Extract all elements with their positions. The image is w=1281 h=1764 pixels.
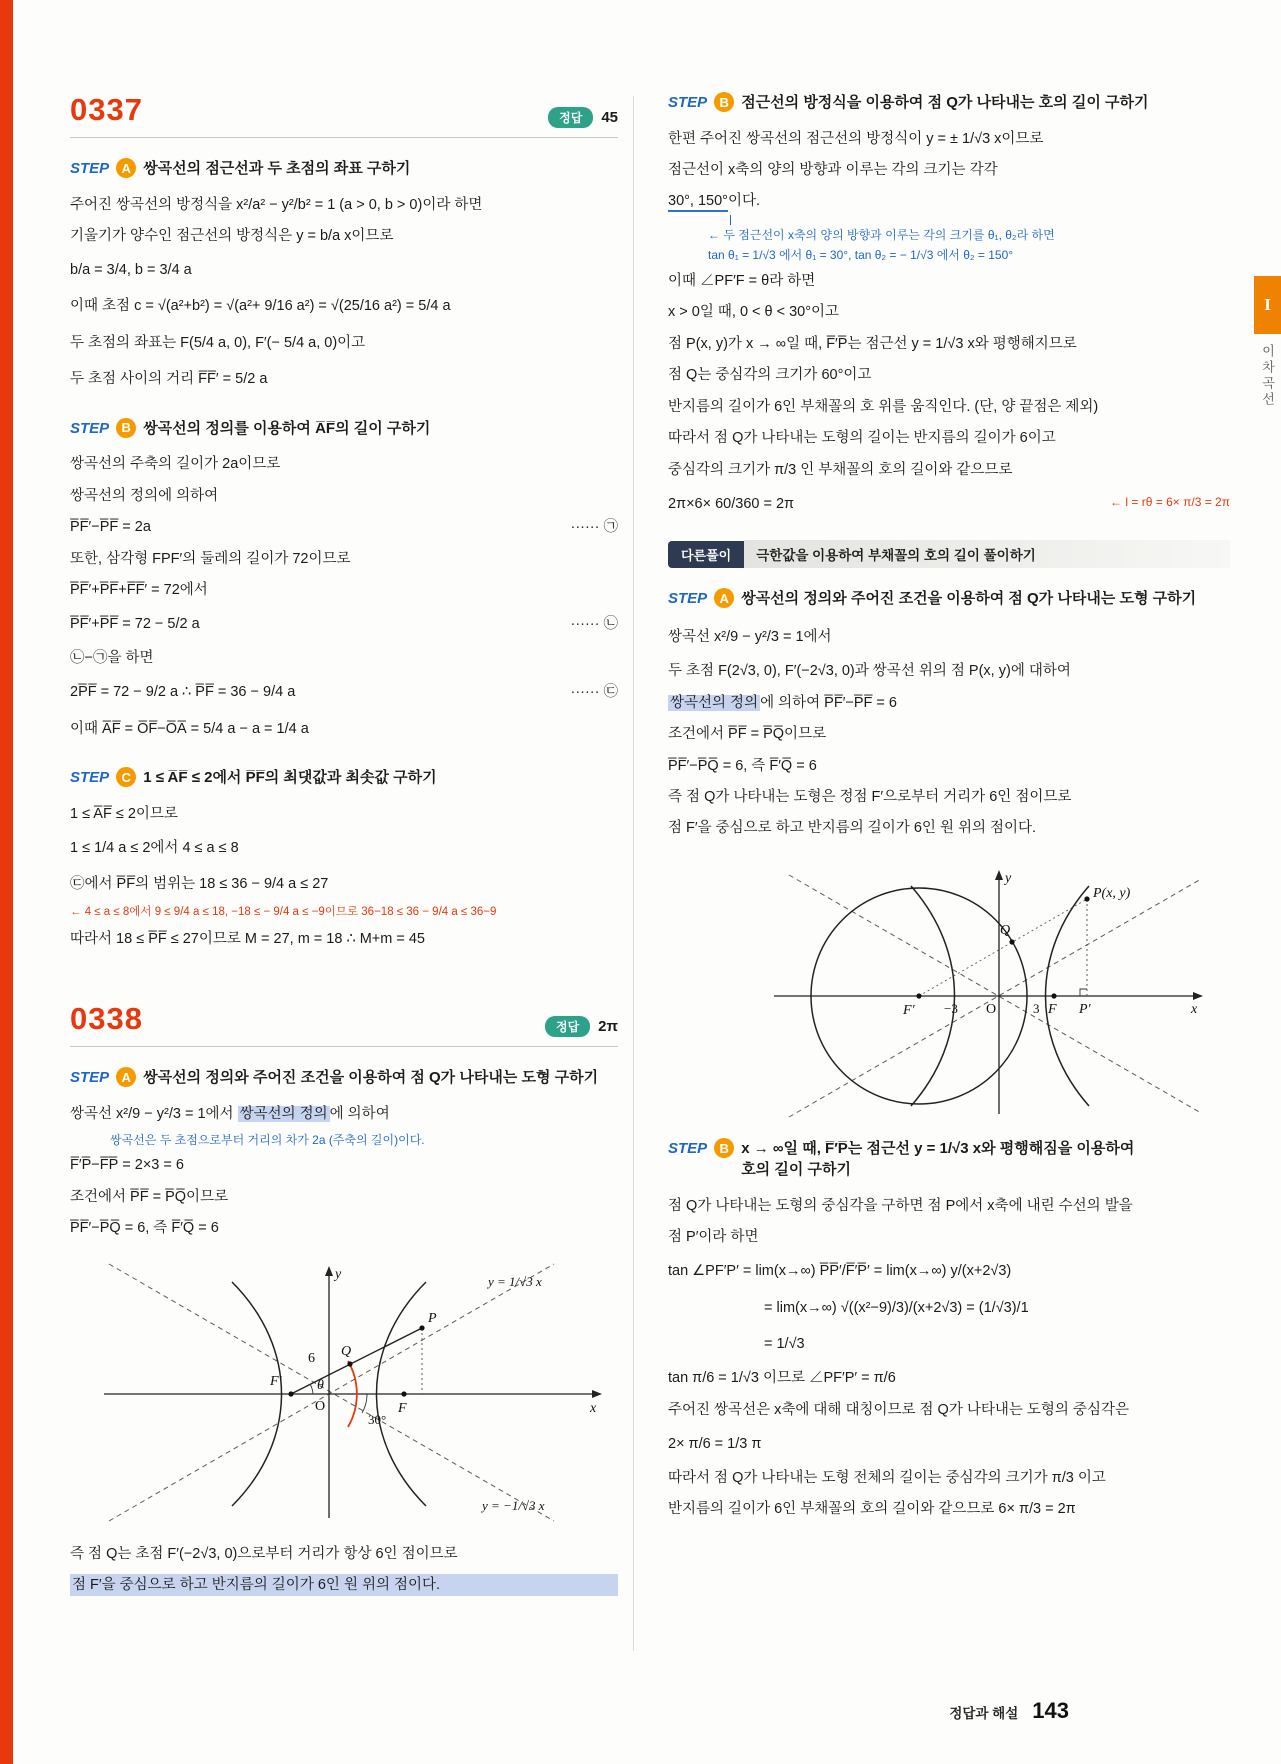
step-title: 쌍곡선의 정의를 이용하여 A̅F̅의 길이 구하기 bbox=[143, 419, 431, 437]
text-line: 주어진 쌍곡선의 방정식을 x²/a² − y²/b² = 1 (a > 0, b > 0)이라 하면 bbox=[70, 196, 483, 213]
step-c-header bbox=[70, 767, 618, 788]
step-label: STEP bbox=[668, 590, 708, 608]
step-label: STEP bbox=[70, 769, 110, 787]
right-angle-mark bbox=[1080, 989, 1087, 996]
equation-line: 두 초점 사이의 거리 F̅F̅′ = 5/2 a bbox=[70, 371, 268, 388]
label-q: Q bbox=[341, 1344, 352, 1360]
chapter-tab: I bbox=[1254, 276, 1281, 334]
point-f-prime bbox=[288, 1391, 293, 1396]
x-axis-arrow bbox=[1193, 992, 1203, 1000]
label-p: P(x, y) bbox=[1093, 886, 1131, 902]
step-b-header bbox=[668, 92, 1230, 113]
alternate-solution-bar bbox=[668, 540, 1230, 568]
equation-line: 2P̅F̅ = 72 − 9/2 a ∴ P̅F̅ = 36 − 9/4 a ······ ㉢ bbox=[70, 684, 618, 701]
label-q: Q bbox=[1000, 923, 1011, 939]
point-q bbox=[1009, 940, 1014, 945]
equation-line: = lim(x→∞) √((x²−9)/3)/(x+2√3) = (1/√3)/1 bbox=[764, 1299, 1029, 1316]
asymptote-line bbox=[789, 879, 1201, 1117]
label-origin: O bbox=[986, 1002, 997, 1018]
page-content bbox=[70, 92, 1230, 1601]
text-line: 즉 점 Q가 나타내는 도형은 정점 F′으로부터 거리가 6인 점이므로 bbox=[668, 789, 1072, 805]
text-line: 중심각의 크기가 π/3 인 부채꼴의 호의 길이와 같으므로 bbox=[668, 461, 1013, 478]
text-line: 즉 점 Q는 초점 F′(−2√3, 0)으로부터 거리가 항상 6인 점이므로 bbox=[70, 1545, 458, 1562]
footer-label: 정답과 해설 bbox=[949, 1706, 1019, 1721]
footer-page-number: 143 bbox=[1032, 1698, 1069, 1723]
step-label: STEP bbox=[70, 1069, 110, 1087]
text-line: 점근선이 x축의 양의 방향과 이루는 각의 크기는 각각 bbox=[668, 161, 998, 178]
label-f: F bbox=[1048, 1002, 1057, 1018]
point-f bbox=[1051, 994, 1056, 999]
text-line: 조건에서 P̅F̅ = P̅Q̅이므로 bbox=[70, 1188, 229, 1205]
text-line: 1 ≤ A̅F̅ ≤ 2이므로 bbox=[70, 805, 178, 822]
step-a-header bbox=[70, 158, 618, 179]
problem-number: 0338 bbox=[70, 1001, 143, 1037]
text-line: 반지름의 길이가 6인 부채꼴의 호 위를 움직인다. (단, 양 끝점은 제외) bbox=[668, 398, 1099, 415]
text-line: ㉡−㉠을 하면 bbox=[70, 650, 154, 667]
step-a-header bbox=[70, 1067, 618, 1088]
label-minus-3: −3 bbox=[944, 1001, 958, 1017]
step-letter-icon: A bbox=[116, 1067, 136, 1087]
step-title: 1 ≤ A̅F̅ ≤ 2에서 P̅F̅의 최댓값과 최솟값 구하기 bbox=[143, 769, 437, 787]
equation-line: = 1/√3 bbox=[764, 1336, 805, 1353]
label-f-prime: F′ bbox=[270, 1374, 282, 1390]
text-line: 점 P(x, y)가 x → ∞일 때, F̅′P̅는 점근선 y = 1/√3 x와 평행해지므로 bbox=[668, 335, 1077, 352]
text-line: 기울기가 양수인 점근선의 방정식은 y = b/a x이므로 bbox=[70, 227, 394, 244]
alternate-solution-title: 극한값을 이용하여 부채꼴의 호의 길이 풀이하기 bbox=[744, 540, 1230, 568]
underlined-angles: 30°, 150° bbox=[668, 193, 728, 212]
equation-line: tan ∠PF′P′ = lim(x→∞) P̅P̅′/F̅′P̅′ = lim(x→∞) y/(x+2√3) bbox=[668, 1263, 1012, 1280]
label-p-prime: P′ bbox=[1079, 1002, 1091, 1018]
equation-line: 이때 A̅F̅ = O̅F̅−O̅A̅ = 5/4 a − a = 1/4 a bbox=[70, 720, 309, 737]
alt-step-b-header bbox=[668, 1138, 1230, 1180]
step-title: 점근선의 방정식을 이용하여 점 Q가 나타내는 호의 길이 구하기 bbox=[741, 94, 1149, 111]
step-letter-icon: B bbox=[714, 92, 734, 112]
point-f-prime bbox=[916, 994, 921, 999]
label-asymptote-pos: y = 1/√3 x bbox=[488, 1274, 542, 1290]
page-edge-strip bbox=[0, 0, 13, 1764]
text-line: 쌍곡선 x²/9 − y²/3 = 1에서 쌍곡선의 정의 에 의하여 bbox=[70, 1105, 390, 1122]
text-line: 쌍곡선의 주축의 길이가 2a이므로 bbox=[70, 456, 281, 473]
text-line: 점 Q는 중심각의 크기가 60°이고 bbox=[668, 367, 872, 384]
equation-line: P̅F̅′−P̅F̅ = 2a ······ ㉠ bbox=[70, 519, 618, 536]
problem-number: 0337 bbox=[70, 92, 143, 127]
label-f: F bbox=[398, 1401, 407, 1417]
text-line: 따라서 점 Q가 나타내는 도형의 길이는 반지름의 길이가 6이고 bbox=[668, 430, 1056, 447]
step-letter-icon: A bbox=[116, 158, 136, 178]
answer-badge: 정답 bbox=[545, 1016, 590, 1037]
text-line: 주어진 쌍곡선은 x축에 대해 대칭이므로 점 Q가 나타내는 도형의 중심각은 bbox=[668, 1401, 1129, 1418]
figure-2-wrapper bbox=[668, 856, 1230, 1118]
step-letter-icon: C bbox=[116, 767, 136, 787]
angle-theta-arc bbox=[310, 1384, 313, 1394]
answer-value: 45 bbox=[601, 109, 618, 126]
text-line: 따라서 18 ≤ P̅F̅ ≤ 27이므로 M = 27, m = 18 ∴ M+m = 45 bbox=[70, 931, 425, 948]
answer-group bbox=[545, 1016, 618, 1037]
annotation-red: ← 4 ≤ a ≤ 8에서 9 ≤ 9/4 a ≤ 18, −18 ≤ − 9/4 a ≤ −9이므로 36−18 ≤ 36 − 9/4 a ≤ 36−9 bbox=[70, 906, 497, 919]
label-y-axis: y bbox=[1005, 871, 1012, 887]
step-title: 쌍곡선의 정의와 주어진 조건을 이용하여 점 Q가 나타내는 도형 구하기 bbox=[741, 590, 1197, 608]
alt-step-a-header bbox=[668, 588, 1230, 609]
label-x-axis: x bbox=[1191, 1002, 1198, 1018]
label-3: 3 bbox=[1033, 1001, 1040, 1017]
text-line: 조건에서 P̅F̅ = P̅Q̅이므로 bbox=[668, 726, 827, 743]
left-column bbox=[70, 92, 618, 1601]
text-line: tan π/6 = 1/√3 이므로 ∠PF′P′ = π/6 bbox=[668, 1370, 896, 1387]
answer-group bbox=[548, 107, 618, 128]
label-y-axis: y bbox=[335, 1267, 342, 1283]
annotation-blue: tan θ₁ = 1/√3 에서 θ₁ = 30°, tan θ₂ = − 1/√3 에서 θ₂ = 150° bbox=[708, 248, 1014, 263]
right-column bbox=[668, 92, 1230, 1601]
figure-circle-hyperbola bbox=[689, 856, 1209, 1118]
equation-line: P̅F̅′+P̅F̅ = 72 − 5/2 a ······ ㉡ bbox=[70, 616, 618, 633]
step-label: STEP bbox=[70, 160, 110, 177]
text-line: 점 Q가 나타내는 도형의 중심각을 구하면 점 P에서 x축에 내린 수선의 발을 bbox=[668, 1197, 1133, 1214]
step-title: 쌍곡선의 정의와 주어진 조건을 이용하여 점 Q가 나타내는 도형 구하기 bbox=[143, 1069, 599, 1087]
answer-badge: 정답 bbox=[548, 107, 593, 128]
label-30deg: 30° bbox=[368, 1412, 387, 1428]
highlight: 쌍곡선의 정의 bbox=[239, 1105, 328, 1122]
figure-hyperbola-arc bbox=[74, 1256, 614, 1528]
text-line: 또한, 삼각형 FPF′의 둘레의 길이가 72이므로 bbox=[70, 550, 351, 567]
chapter-label: 이차곡선 bbox=[1260, 344, 1275, 408]
step-b-header bbox=[70, 418, 618, 439]
annotation-blue: 쌍곡선은 두 초점으로부터 거리의 차가 2a (주축의 길이)이다. bbox=[110, 1132, 425, 1147]
problem-0338 bbox=[70, 1001, 618, 1601]
highlight: 점 F′을 중심으로 하고 반지름의 길이가 6인 원 위의 점이다. bbox=[70, 1574, 618, 1596]
problem-header bbox=[70, 1001, 618, 1047]
step-letter-icon: B bbox=[714, 1138, 734, 1158]
y-axis-arrow bbox=[325, 1266, 333, 1276]
problem-0337 bbox=[70, 92, 618, 955]
equation-line: P̅F̅′−P̅Q̅ = 6, 즉 F̅′Q̅ = 6 bbox=[668, 757, 817, 774]
answer-value: 2π bbox=[598, 1018, 618, 1036]
label-f-prime: F′ bbox=[903, 1003, 915, 1019]
text-line: 점 F′을 중심으로 하고 반지름의 길이가 6인 원 위의 점이다. bbox=[668, 820, 1037, 837]
text-line: 반지름의 길이가 6인 부채꼴의 호의 길이와 같으므로 6× π/3 = 2π bbox=[668, 1501, 1076, 1518]
x-axis-arrow bbox=[592, 1390, 602, 1398]
callout-connector bbox=[730, 215, 742, 225]
step-label: STEP bbox=[70, 419, 110, 437]
text-line: 30°, 150°이다. bbox=[668, 186, 1230, 217]
equation-line: F̅′P̅−F̅P̅ = 2×3 = 6 bbox=[70, 1157, 184, 1174]
step-title: x → ∞일 때, F̅′P̅는 점근선 y = 1/√3 x와 평행해짐을 이용하여 호의 길이 구하기 bbox=[741, 1140, 1135, 1179]
text-line: 점 P′이라 하면 bbox=[668, 1229, 759, 1246]
text-line: x > 0일 때, 0 < θ < 30°이고 bbox=[668, 304, 840, 321]
asymptote-line bbox=[789, 875, 1201, 1113]
point-q bbox=[347, 1361, 352, 1366]
equation-line: 쌍곡선 x²/9 − y²/3 = 1에서 bbox=[668, 629, 832, 646]
label-p: P bbox=[428, 1311, 437, 1327]
text-line: 따라서 점 Q가 나타내는 도형 전체의 길이는 중심각의 크기가 π/3 이고 bbox=[668, 1469, 1106, 1486]
equation-line: 두 초점의 좌표는 F(5/4 a, 0), F′(− 5/4 a, 0)이고 bbox=[70, 334, 366, 351]
label-theta: θ bbox=[317, 1378, 324, 1394]
equation-line: P̅F̅′−P̅Q̅ = 6, 즉 F̅′Q̅ = 6 bbox=[70, 1220, 219, 1237]
text-line: 이때 ∠PF′F = θ라 하면 bbox=[668, 272, 816, 289]
text-line bbox=[70, 1570, 618, 1601]
equation-line: 1 ≤ 1/4 a ≤ 2에서 4 ≤ a ≤ 8 bbox=[70, 839, 239, 856]
text-line: 쌍곡선의 정의 에 의하여 P̅F̅′−P̅F̅ = 6 bbox=[670, 694, 897, 711]
step-letter-icon: B bbox=[116, 418, 136, 438]
label-x-axis: x bbox=[590, 1401, 597, 1417]
step-letter-icon: A bbox=[714, 588, 734, 608]
equation-line: 2π×6× 60/360 = 2π ← l = rθ = 6× π/3 = 2π bbox=[668, 486, 1230, 522]
point-p bbox=[1084, 897, 1089, 902]
equation-line: 2× π/6 = 1/3 π bbox=[668, 1435, 762, 1452]
step-title: 쌍곡선의 점근선과 두 초점의 좌표 구하기 bbox=[143, 160, 411, 177]
point-f bbox=[401, 1391, 406, 1396]
equation-line: b/a = 3/4, b = 3/4 a bbox=[70, 261, 192, 278]
label-origin: O bbox=[315, 1399, 326, 1415]
equation-line: 이때 초점 c = √(a²+b²) = √(a²+ 9/16 a²) = √(25/16 a²) = 5/4 a bbox=[70, 298, 451, 315]
equation-line: P̅F̅′+P̅F̅+F̅F̅′ = 72에서 bbox=[70, 582, 208, 599]
text-line: 두 초점 F(2√3, 0), F′(−2√3, 0)과 쌍곡선 위의 점 P(x, y)에 대하여 bbox=[668, 663, 1071, 680]
page-footer bbox=[949, 1698, 1069, 1724]
text-line: 한편 주어진 쌍곡선의 점근선의 방정식이 y = ± 1/√3 x이므로 bbox=[668, 130, 1044, 147]
highlight: 쌍곡선의 정의 bbox=[670, 694, 759, 711]
text-line: 쌍곡선의 정의에 의하여 bbox=[70, 487, 219, 504]
equation-line: ㉢에서 P̅F̅의 범위는 18 ≤ 36 − 9/4 a ≤ 27 bbox=[70, 875, 329, 892]
step-label: STEP bbox=[668, 94, 708, 111]
annotation-blue: ← 두 점근선이 x축의 양의 방향과 이루는 각의 크기를 θ₁, θ₂라 하면 bbox=[708, 228, 1055, 243]
problem-header bbox=[70, 92, 618, 138]
alternate-solution-badge: 다른풀이 bbox=[668, 541, 744, 568]
label-asymptote-neg: y = −1/√3 x bbox=[482, 1498, 545, 1514]
point-p bbox=[419, 1325, 424, 1330]
label-six: 6 bbox=[308, 1351, 315, 1367]
step-label: STEP bbox=[668, 1140, 708, 1158]
segment-fprime-p-dotted bbox=[919, 899, 1087, 996]
annotation-red: ← l = rθ = 6× π/3 = 2π bbox=[1110, 494, 1230, 509]
y-axis-arrow bbox=[995, 870, 1003, 880]
figure-1-wrapper bbox=[70, 1256, 618, 1528]
